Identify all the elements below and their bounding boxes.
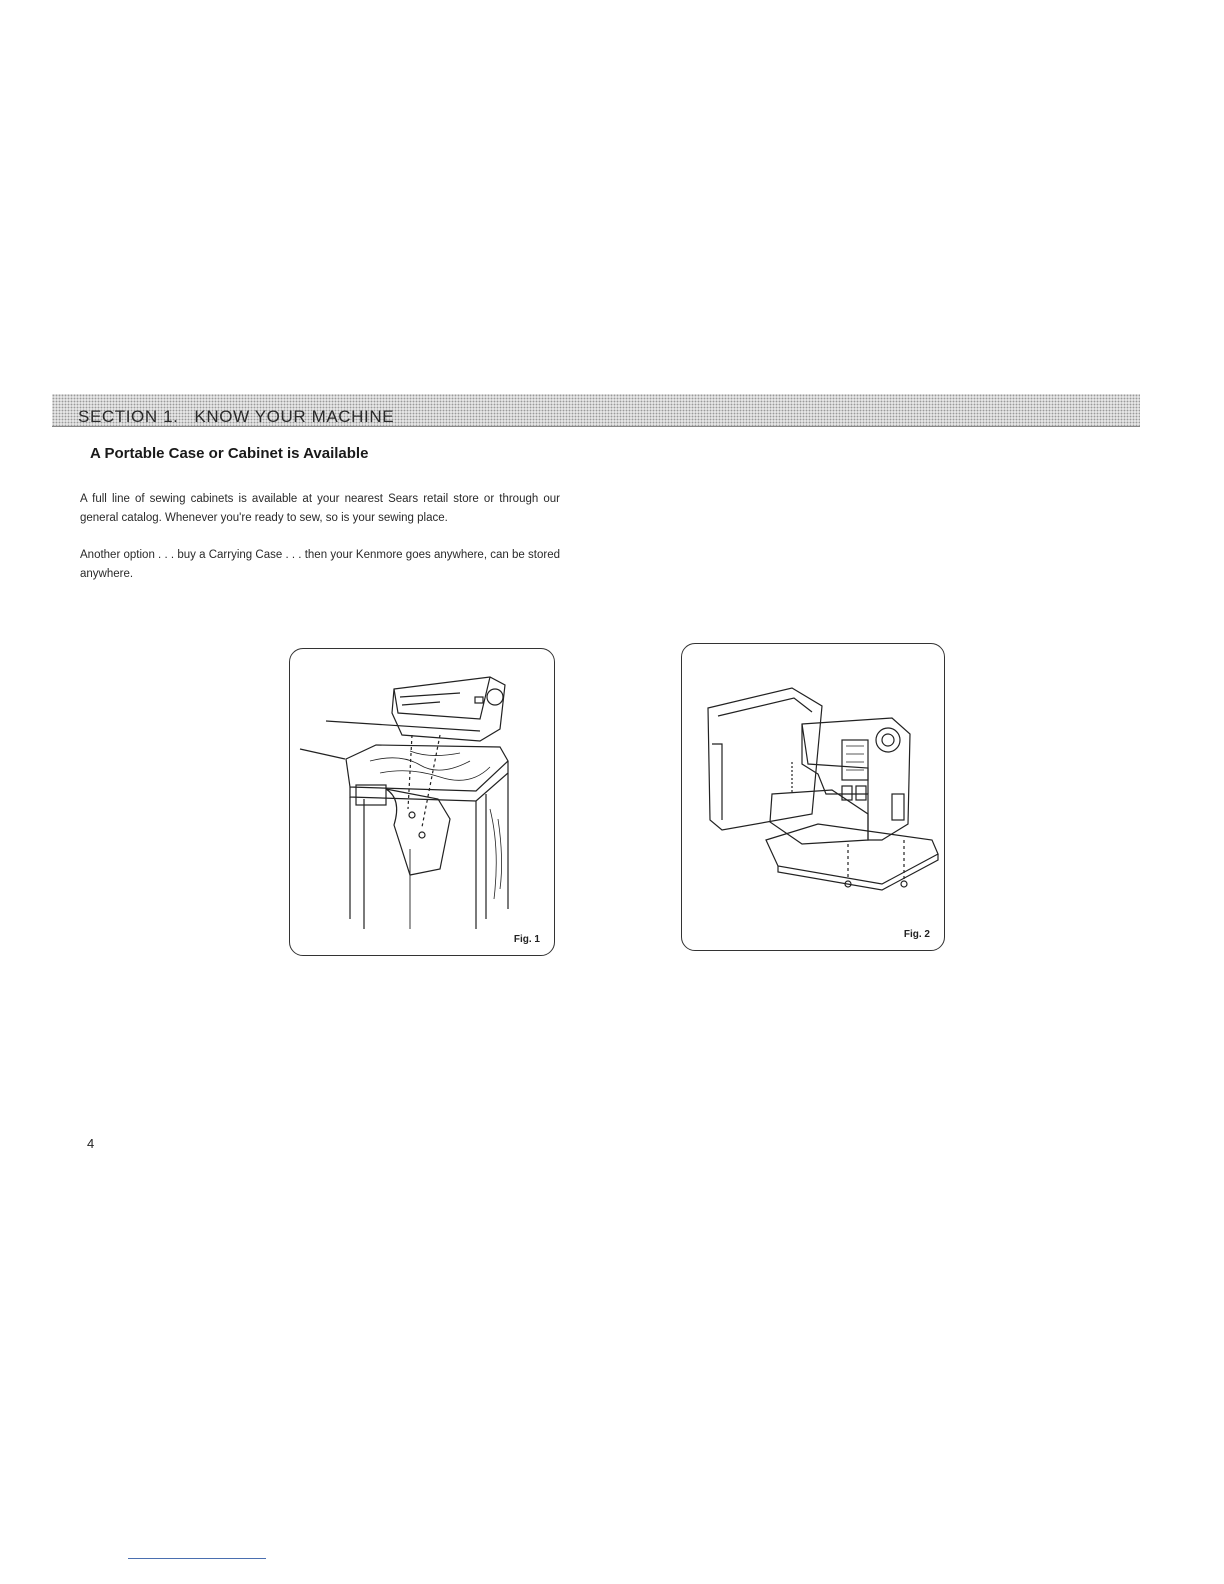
figure-2-carrying-case bbox=[681, 643, 945, 951]
figure-1-cabinet bbox=[289, 648, 555, 956]
section-title: SECTION 1. KNOW YOUR MACHINE bbox=[78, 407, 395, 426]
paragraph-cabinets bbox=[80, 490, 560, 528]
paragraph-text: A full line of sewing cabinets is available at your nearest Sears retail store or through our general catalog. Whenever you're ready to sew, so is your sewing place. bbox=[80, 493, 560, 524]
page-heading: A Portable Case or Cabinet is Available bbox=[90, 445, 369, 462]
figure-label: Fig. 1 bbox=[513, 934, 540, 945]
cabinet-illustration bbox=[290, 649, 554, 955]
carrying-case-illustration bbox=[682, 644, 944, 950]
footer-rule bbox=[128, 1558, 266, 1559]
figure-label: Fig. 2 bbox=[903, 929, 930, 940]
page-number: 4 bbox=[87, 1136, 95, 1151]
paragraph-carrying-case bbox=[80, 546, 560, 584]
paragraph-text: Another option . . . buy a Carrying Case . . . then your Kenmore goes anywhere, can be stored anywhere. bbox=[80, 549, 560, 580]
